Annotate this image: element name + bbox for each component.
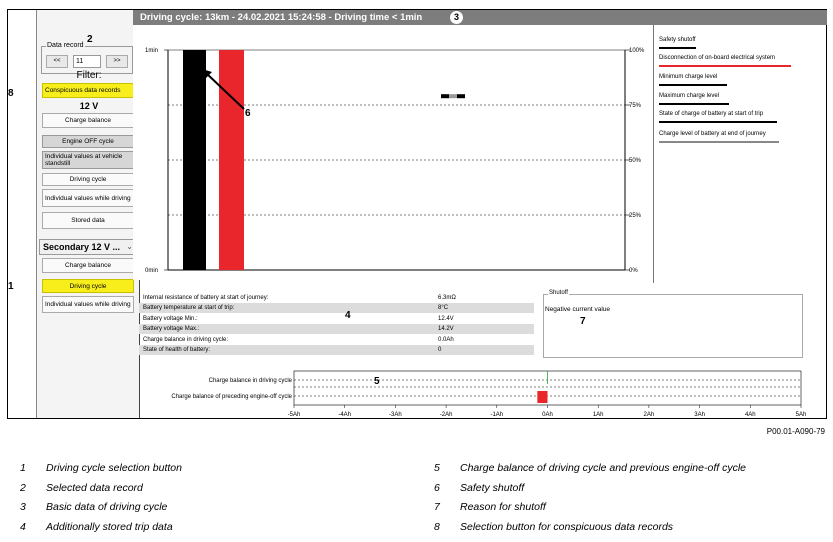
row-value: 12.4V (438, 315, 454, 322)
table-row (139, 335, 534, 345)
caption-text: Charge balance of driving cycle and previous engine-off cycle (460, 462, 746, 474)
legend-item: Disconnection of on-board electrical system (659, 55, 776, 61)
caption-text: Basic data of driving cycle (46, 501, 168, 513)
callout-7: 7 (580, 316, 586, 327)
legend-item: Safety shutoff (659, 37, 696, 43)
charge-time-chart (133, 25, 651, 280)
row-value: 6.3mΩ (438, 295, 456, 301)
table-row (139, 324, 534, 334)
caption-text: Selected data record (46, 481, 143, 494)
driving-cycle-button[interactable]: Driving cycle (42, 173, 134, 186)
title-text: Driving cycle: 13km - 24.02.2021 15:24:58 - Driving time < 1min (140, 12, 423, 23)
row-label: Battery voltage Min.: (143, 315, 198, 322)
caption-item (20, 482, 143, 494)
previous-record-button[interactable]: << (46, 55, 68, 68)
right-tick-label: 25% (629, 213, 642, 219)
row-label: State of health of battery: (143, 347, 211, 353)
shutoff-legend: Shutoff (549, 290, 568, 296)
callout-2: 2 (87, 34, 93, 45)
category-label: Charge balance of preceding engine-off cycle (171, 394, 292, 400)
callout-4: 4 (345, 310, 351, 321)
x-tick-label: -1Ah (490, 412, 504, 418)
right-tick-label: 100% (629, 48, 645, 54)
right-tick-label: 0% (629, 268, 638, 274)
filter-label: Filter: (76, 70, 102, 81)
charge-balance-secondary-button[interactable]: Charge balance (42, 258, 134, 273)
caption-text: Driving cycle selection button (46, 462, 182, 474)
callout-3: 3 (450, 11, 463, 24)
row-label: Battery voltage Max.: (143, 326, 200, 333)
legend-swatch (659, 65, 791, 67)
caption-number: 3 (20, 501, 26, 513)
caption-number: 2 (20, 481, 26, 494)
legend-swatch (659, 121, 777, 123)
callout-8: 8 (8, 88, 14, 99)
charge-balance-chart (139, 365, 809, 421)
values-driving-secondary-button[interactable]: Individual values while driving (42, 296, 134, 313)
caption-item (20, 521, 173, 533)
shutoff-reason: Negative current value (545, 306, 611, 313)
legend-item: Minimum charge level (659, 74, 718, 80)
driving-cycle-title-bar (133, 10, 827, 25)
bar-engine-off-cycle (537, 391, 547, 403)
legend-item: State of charge of battery at start of trip (659, 111, 764, 117)
legend-swatch (659, 84, 727, 86)
x-tick-label: -2Ah (439, 412, 453, 418)
filter-panel (36, 10, 140, 418)
chevron-down-icon: ⌄ (126, 242, 133, 251)
row-value: 14.2V (438, 326, 454, 333)
driving-cycle-selected-button[interactable]: Driving cycle (42, 279, 134, 293)
callout-5: 5 (374, 376, 380, 387)
marker-mid-charge (449, 94, 457, 98)
table-row (139, 314, 534, 324)
charge-balance-button[interactable]: Charge balance (42, 113, 134, 128)
caption-number: 7 (434, 501, 440, 513)
battery-select-value: Secondary 12 V ... (43, 242, 121, 252)
caption-item (434, 521, 673, 533)
marker-min-charge (441, 94, 449, 98)
x-tick-label: -5Ah (287, 412, 301, 418)
right-tick-label: 50% (629, 158, 642, 164)
callout-6-arrow (198, 65, 254, 115)
right-tick-label: 75% (629, 103, 642, 109)
caption-text: Additionally stored trip data (46, 520, 173, 533)
legend-swatch (659, 141, 779, 143)
x-tick-label: 2Ah (643, 412, 655, 418)
category-label: Charge balance in driving cycle (208, 378, 292, 384)
stored-data-button[interactable]: Stored data (42, 212, 134, 229)
caption-number: 8 (434, 520, 440, 533)
caption-text: Reason for shutoff (460, 501, 546, 513)
conspicuous-data-records-button[interactable]: Conspicuous data records (42, 83, 134, 98)
caption-text: Safety shutoff (460, 481, 525, 494)
caption-item (20, 462, 182, 474)
caption-number: 6 (434, 481, 440, 494)
values-standstill-button[interactable]: Individual values at vehicle standstill (42, 151, 134, 169)
x-tick-label: 5Ah (795, 412, 807, 418)
row-label: Battery temperature at start of trip: (143, 305, 235, 312)
section-12v-title: 12 V (79, 101, 99, 111)
figure-code: P00.01-A090-79 (766, 427, 825, 436)
chart-legend (653, 25, 827, 283)
caption-number: 5 (434, 462, 440, 474)
marker-max-charge (457, 94, 465, 98)
battery-select[interactable] (39, 239, 137, 255)
values-driving-button[interactable]: Individual values while driving (42, 189, 134, 207)
x-tick-label: 3Ah (694, 412, 705, 418)
legend-swatch (659, 103, 729, 105)
callout-1: 1 (8, 281, 14, 292)
table-row (139, 303, 534, 313)
engine-off-cycle-button[interactable]: Engine OFF cycle (42, 135, 134, 148)
legend-item: Maximum charge level (659, 93, 720, 99)
x-tick-label: 1Ah (592, 412, 604, 418)
callout-6: 6 (245, 108, 251, 119)
left-tick-label: 0min (145, 268, 159, 274)
x-tick-label: -4Ah (338, 412, 352, 418)
caption-item (434, 482, 524, 494)
table-row (139, 345, 534, 355)
row-label: Internal resistance of battery at start of journey: (143, 295, 269, 301)
application-window (7, 9, 827, 419)
legend-swatch (659, 47, 696, 49)
row-value: 8°C (438, 305, 449, 312)
legend-item: Charge level of battery at end of journey (659, 131, 766, 137)
row-label: Charge balance in driving cycle: (143, 336, 229, 343)
caption-number: 4 (20, 520, 26, 533)
table-row (139, 293, 534, 303)
data-record-legend: Data record (47, 42, 84, 49)
caption-item (434, 462, 746, 474)
x-tick-label: -3Ah (389, 412, 402, 418)
row-value: 0.0Ah (438, 336, 454, 343)
x-tick-label: 4Ah (744, 412, 756, 418)
record-number-field[interactable]: 11 (73, 55, 101, 68)
x-tick-label: 0Ah (542, 412, 553, 418)
row-value: 0 (438, 347, 442, 353)
left-tick-label: 1min (145, 48, 159, 54)
caption-number: 1 (20, 462, 26, 474)
next-record-button[interactable]: >> (106, 55, 128, 68)
caption-text: Selection button for conspicuous data records (460, 520, 674, 533)
caption-item (20, 501, 167, 513)
caption-item (434, 501, 546, 513)
